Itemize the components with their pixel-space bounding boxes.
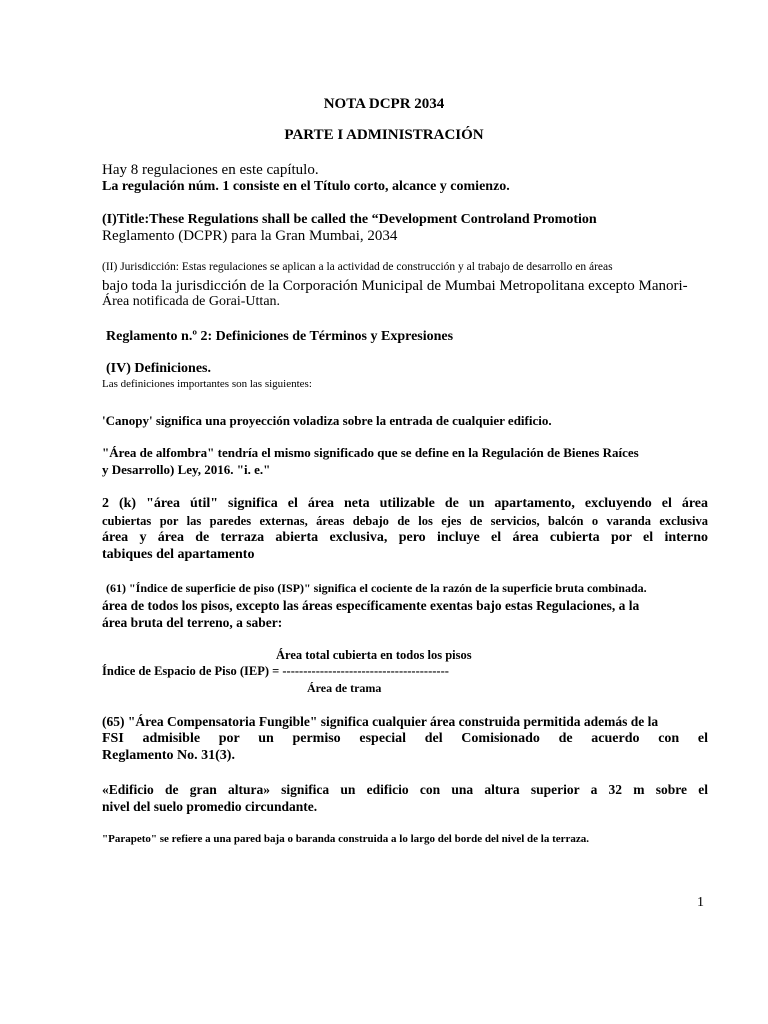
canopy-definition: 'Canopy' significa una proyección voladiza sobre la entrada de cualquier edificio. [102, 413, 552, 428]
highrise-line-2: nivel del suelo promedio circundante. [102, 799, 318, 814]
jurisdiction-line-2: bajo toda la jurisdicción de la Corporación Municipal de Mumbai Metropolitana excepto Manori- [102, 278, 688, 294]
fungible-line-3: Reglamento No. 31(3). [102, 748, 235, 763]
fungible-line-1: (65) "Área Compensatoria Fungible" significa cualquier área construida permitida además de la [102, 714, 659, 729]
usable-area-line-3: área y área de terraza abierta exclusiva, pero incluye el área cubierta por el interno [102, 530, 708, 545]
jurisdiction-line-3: Área notificada de Gorai-Uttan. [102, 294, 281, 309]
parapet-definition: "Parapeto" se refiere a una pared baja o baranda construida a lo largo del borde del nivel de la terraza. [102, 833, 590, 845]
highrise-line-1: «Edificio de gran altura» significa un edificio con una altura superior a 32 m sobre el [102, 782, 708, 797]
reg2-heading: Reglamento n.º 2: Definiciones de Términos y Expresiones [106, 329, 454, 344]
fsi-line-2: área de todos los pisos, excepto las áreas específicamente exentas bajo estas Regulaciones, a la [102, 598, 640, 613]
usable-area-line-4: tabiques del apartamento [102, 547, 255, 562]
fsi-line-3: área bruta del terreno, a saber: [102, 615, 283, 630]
page-number: 1 [697, 895, 704, 910]
usable-area-line-1: 2 (k) "área útil" significa el área neta utilizable de un apartamento, excluyendo el área [102, 496, 708, 511]
carpet-area-line-1: "Área de alfombra" tendría el mismo significado que se define en la Regulación de Bienes Raíces [102, 445, 639, 460]
intro-line-2: La regulación núm. 1 consiste en el Título corto, alcance y comienzo. [102, 179, 510, 194]
formula-lhs: Índice de Espacio de Piso (IEP) = ---------------------------------------- [102, 664, 449, 678]
carpet-area-line-2: y Desarrollo) Ley, 2016. "i. e." [102, 462, 271, 477]
fsi-line-1: (61) "Índice de superficie de piso (ISP)" significa el cociente de la razón de la superficie bruta combinada. [106, 581, 647, 595]
fungible-line-2: FSI admisible por un permiso especial del Comisionado de acuerdo con el [102, 731, 708, 746]
document-title: NOTA DCPR 2034 [323, 96, 445, 112]
definitions-heading: (IV) Definiciones. [106, 361, 211, 376]
title-clause-line-2: Reglamento (DCPR) para la Gran Mumbai, 2034 [102, 228, 398, 244]
title-clause-line-1: (I)Title:These Regulations shall be called the “Development Controland Promotion [102, 212, 597, 227]
usable-area-line-2: cubiertas por las paredes externas, áreas debajo de los ejes de servicios, balcón o varanda exclusiva [102, 514, 708, 528]
jurisdiction-line-1: (II) Jurisdicción: Estas regulaciones se aplican a la actividad de construcción y al trabajo de desarrollo en áreas [102, 261, 613, 273]
formula-numerator: Área total cubierta en todos los pisos [276, 648, 472, 662]
document-subtitle: PARTE I ADMINISTRACIÓN [284, 127, 484, 143]
definitions-intro: Las definiciones importantes son las siguientes: [102, 378, 312, 390]
intro-line-1: Hay 8 regulaciones en este capítulo. [102, 162, 319, 178]
formula-denominator: Área de trama [307, 681, 382, 695]
